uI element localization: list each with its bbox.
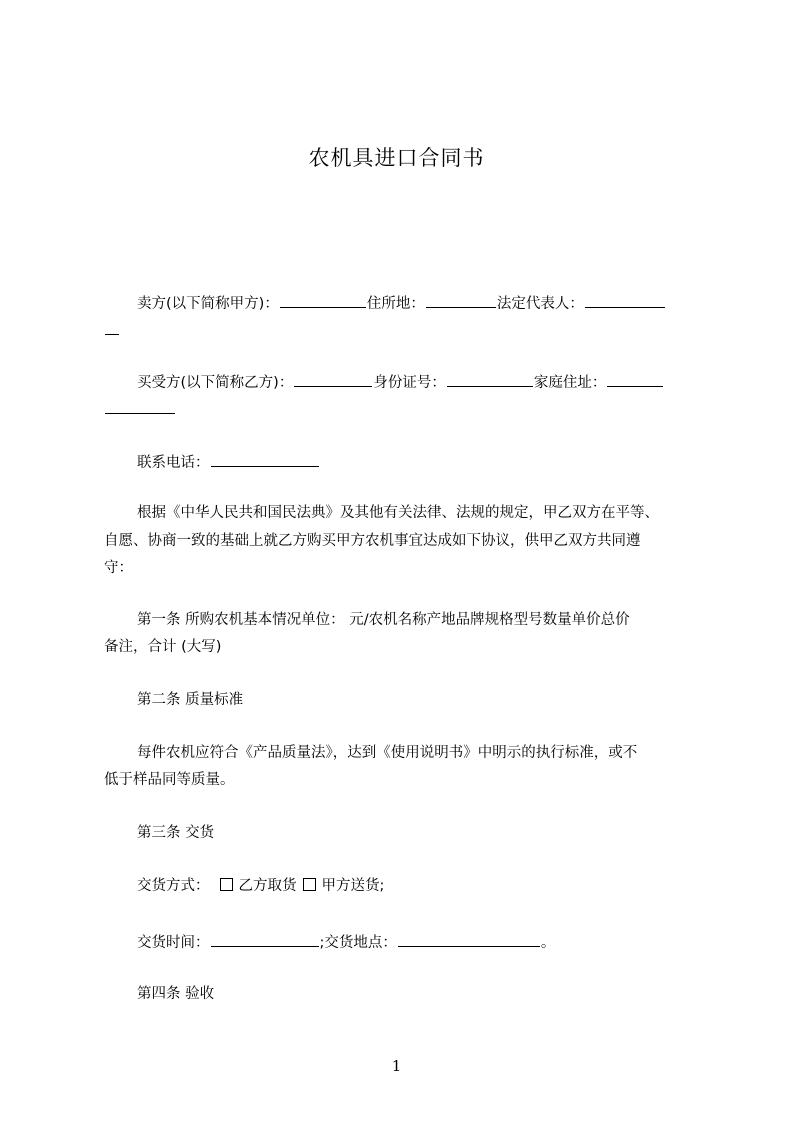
buyer-label: 买受方(以下简称乙方)： <box>137 375 294 391</box>
article4-heading: 第四条 验收 <box>137 986 215 1002</box>
preamble-line-2: 自愿、协商一致的基础上就乙方购买甲方农机事宜达成如下协议，供甲乙双方共同遵 <box>104 533 641 549</box>
preamble-line-1: 根据《中华人民共和国民法典》及其他有关法律、法规的规定，甲乙双方在平等、 <box>137 505 659 521</box>
article3-heading: 第三条 交货 <box>137 825 215 841</box>
delivery-place-label: ;交货地点： <box>319 935 397 951</box>
article2-line-2: 低于样品同等质量。 <box>104 772 235 788</box>
seller-address-label: 住所地： <box>366 296 425 312</box>
delivery-method-line <box>137 878 737 895</box>
delivery-time-line <box>137 932 737 952</box>
article1-line-1: 第一条 所购农机基本情况单位： 元/农机名称产地品牌规格型号数量单价总价 <box>137 612 630 628</box>
seller-line <box>137 293 737 313</box>
seller-rep-blank[interactable] <box>585 293 665 308</box>
seller-delivery-label: 甲方送货; <box>321 878 385 894</box>
delivery-end-mark: 。 <box>540 935 556 951</box>
phone-label: 联系电话： <box>137 455 210 471</box>
seller-rep-blank-cont[interactable] <box>105 320 119 335</box>
document-title: 农机具进口合同书 <box>308 146 485 170</box>
buyer-home-blank-cont[interactable] <box>105 399 175 414</box>
delivery-method-label: 交货方式： <box>137 878 210 894</box>
buyer-home-label: 家庭住址： <box>533 375 607 391</box>
buyer-line-wrap <box>104 399 704 419</box>
phone-blank[interactable] <box>211 452 319 467</box>
delivery-place-blank[interactable] <box>398 932 540 947</box>
article2-heading: 第二条 质量标准 <box>137 692 244 708</box>
seller-address-blank[interactable] <box>426 293 496 308</box>
seller-delivery-checkbox[interactable] <box>303 878 316 891</box>
buyer-id-label: 身份证号： <box>373 375 446 391</box>
article2-line-1: 每件农机应符合《产品质量法》，达到《使用说明书》中明示的执行标准，或不 <box>137 745 638 761</box>
buyer-pickup-label: 乙方取货 <box>238 878 297 894</box>
delivery-time-label: 交货时间： <box>137 935 210 951</box>
phone-line <box>137 452 737 472</box>
seller-line-wrap <box>104 320 704 340</box>
buyer-id-blank[interactable] <box>447 372 533 387</box>
seller-label: 卖方(以下简称甲方)： <box>137 296 279 312</box>
buyer-name-blank[interactable] <box>294 372 372 387</box>
article1-line-2: 备注，合计 (大写) <box>104 639 222 655</box>
buyer-home-blank[interactable] <box>607 372 663 387</box>
preamble-line-3: 守： <box>104 560 133 576</box>
buyer-line <box>137 372 737 392</box>
buyer-pickup-checkbox[interactable] <box>220 878 233 891</box>
page-number: 1 <box>391 1057 402 1075</box>
seller-name-blank[interactable] <box>280 293 366 308</box>
seller-rep-label: 法定代表人： <box>496 296 584 312</box>
delivery-time-blank[interactable] <box>211 932 319 947</box>
